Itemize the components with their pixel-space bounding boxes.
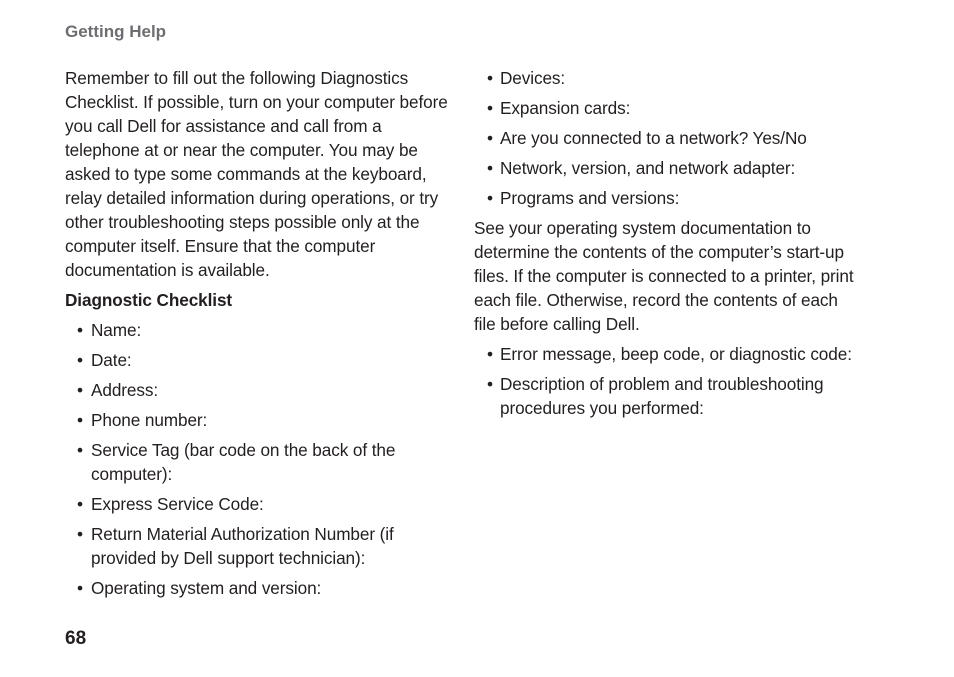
- bullet-icon: •: [487, 68, 493, 88]
- list-item-text: Address:: [91, 380, 159, 400]
- list-item-text: Service Tag (bar code on the back of the computer):: [91, 440, 396, 484]
- bullet-icon: •: [77, 578, 83, 598]
- list-item: [474, 156, 854, 180]
- list-item-text: Express Service Code:: [91, 494, 264, 514]
- list-item-text: Name:: [91, 320, 142, 340]
- list-item: [474, 126, 854, 150]
- list-item-text: Description of problem and troubleshooting procedures you performed:: [500, 374, 824, 418]
- bullet-icon: •: [487, 188, 493, 208]
- bullet-icon: •: [487, 158, 493, 178]
- bullet-icon: •: [487, 128, 493, 148]
- right-column: [474, 66, 854, 426]
- bullet-icon: •: [77, 440, 83, 460]
- list-item: [474, 66, 854, 90]
- list-item-text: Phone number:: [91, 410, 208, 430]
- list-item: [474, 342, 854, 366]
- list-item: [65, 348, 455, 372]
- list-item: [65, 438, 455, 486]
- list-item: [65, 378, 455, 402]
- list-item-text: Network, version, and network adapter:: [500, 158, 796, 178]
- list-item: [65, 318, 455, 342]
- checklist-list: [65, 318, 455, 600]
- running-head: Getting Help: [65, 22, 167, 41]
- bullet-icon: •: [487, 374, 493, 394]
- bullet-icon: •: [77, 494, 83, 514]
- checklist-heading: Diagnostic Checklist: [65, 290, 233, 310]
- checklist-list-continued: [474, 66, 854, 210]
- bullet-icon: •: [77, 380, 83, 400]
- left-column: [65, 66, 455, 606]
- checklist-list-final: [474, 342, 854, 420]
- list-item: [474, 96, 854, 120]
- list-item-text: Devices:: [500, 68, 566, 88]
- list-item: [474, 186, 854, 210]
- bullet-icon: •: [77, 410, 83, 430]
- list-item-text: Error message, beep code, or diagnostic code:: [500, 344, 852, 364]
- list-item-text: Return Material Authorization Number (if provided by Dell support technician):: [91, 524, 394, 568]
- bullet-icon: •: [487, 344, 493, 364]
- bullet-icon: •: [77, 524, 83, 544]
- bullet-icon: •: [77, 350, 83, 370]
- list-item-text: Expansion cards:: [500, 98, 631, 118]
- list-item: [65, 522, 455, 570]
- list-item: [65, 408, 455, 432]
- list-item: [65, 492, 455, 516]
- list-item-text: Programs and versions:: [500, 188, 680, 208]
- page-number: 68: [65, 628, 87, 649]
- list-item-text: Are you connected to a network? Yes/No: [500, 128, 807, 148]
- list-item-text: Date:: [91, 350, 132, 370]
- bullet-icon: •: [77, 320, 83, 340]
- bullet-icon: •: [487, 98, 493, 118]
- list-item: [65, 576, 455, 600]
- list-item-text: Operating system and version:: [91, 578, 322, 598]
- list-item: [474, 372, 854, 420]
- startup-files-paragraph: See your operating system documentation to determine the contents of the computer’s start-up files. If the computer is connected to a printer, print each file. Otherwise, record the contents of each file before calling Dell.: [474, 218, 854, 334]
- intro-paragraph: Remember to fill out the following Diagnostics Checklist. If possible, turn on your computer before you call Dell for assistance and call from a telephone at or near the computer. You may be asked to type some commands at the keyboard, relay detailed information during operations, or try other troubleshooting steps possible only at the computer itself. Ensure that the computer documentation is available.: [65, 68, 448, 280]
